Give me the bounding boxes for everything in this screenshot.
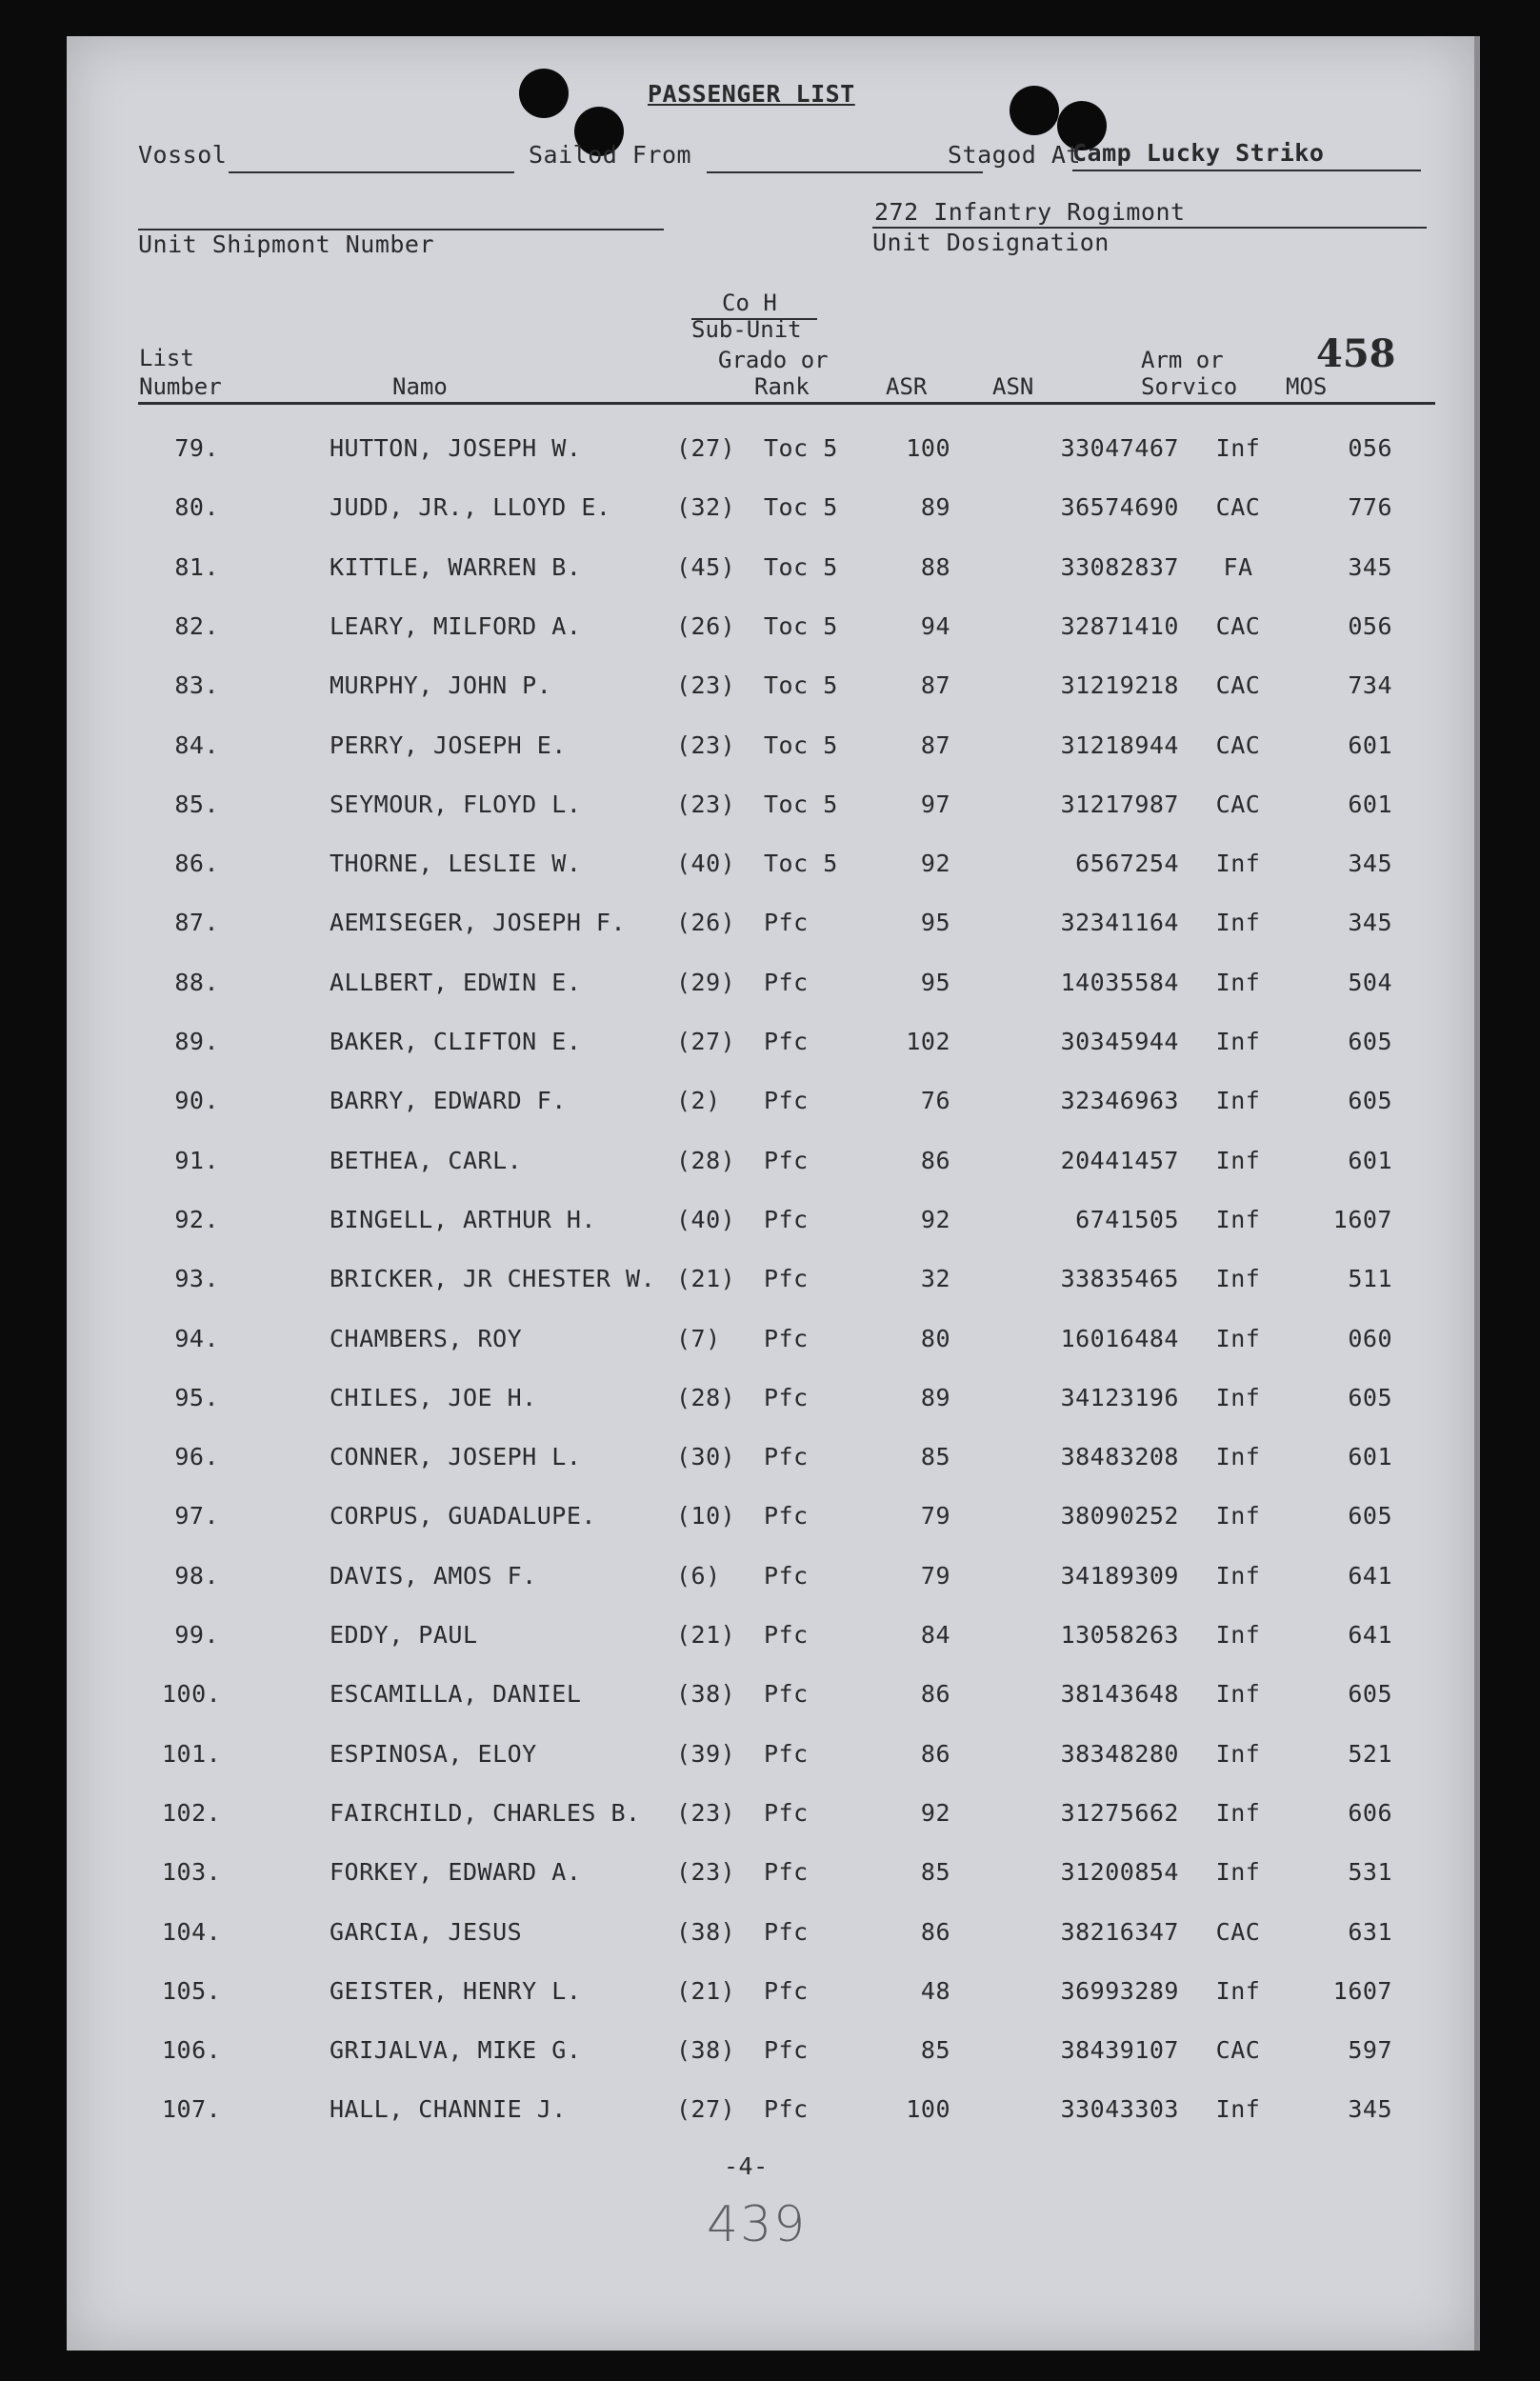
table-row	[67, 850, 1474, 888]
serial-number: 32341164	[1060, 909, 1179, 937]
passenger-name: ESPINOSA, ELOY	[330, 1739, 537, 1768]
rank: Pfc	[764, 1443, 809, 1471]
grade-code: (21)	[676, 1976, 736, 2005]
list-number: 98.	[174, 1561, 219, 1590]
asr-score: 48	[920, 1976, 950, 2005]
grade-code: (38)	[676, 2036, 736, 2065]
serial-number: 31218944	[1060, 730, 1179, 759]
mos-code: 605	[1348, 1502, 1392, 1531]
serial-number: 6567254	[1075, 850, 1179, 878]
grade-code: (45)	[676, 552, 736, 581]
rank: Pfc	[764, 1917, 809, 1946]
sailed-from-field-line	[707, 171, 983, 173]
grade-code: (38)	[676, 1680, 736, 1709]
grade-code: (2)	[676, 1087, 721, 1115]
arm-of-service: Inf	[1215, 1443, 1261, 1471]
asr-score: 86	[920, 1917, 950, 1946]
rank: Pfc	[764, 2036, 809, 2065]
vessel-field-line	[229, 171, 514, 173]
rank: Toc 5	[764, 434, 838, 462]
table-row	[67, 671, 1474, 710]
serial-number: 33043303	[1060, 2095, 1179, 2124]
arm-of-service: Inf	[1215, 968, 1261, 996]
rank: Pfc	[764, 1798, 809, 1827]
rank: Pfc	[764, 1324, 809, 1352]
list-number: 102.	[162, 1798, 222, 1827]
table-row	[67, 1265, 1474, 1303]
list-number: 82.	[174, 611, 219, 640]
grade-code: (6)	[676, 1561, 721, 1590]
staged-at-value: Camp Lucky Striko	[1072, 139, 1325, 167]
unit-designation-value: 272 Infantry Rogimont	[874, 198, 1186, 226]
mos-code: 601	[1348, 790, 1392, 818]
list-number: 80.	[174, 493, 219, 522]
mos-code: 511	[1348, 1265, 1392, 1293]
asr-score: 92	[920, 850, 950, 878]
grade-code: (27)	[676, 1028, 736, 1055]
mos-code: 1607	[1332, 1205, 1392, 1233]
passenger-name: SEYMOUR, FLOYD L.	[330, 790, 582, 818]
arm-of-service: Inf	[1215, 1858, 1261, 1887]
table-row	[67, 2095, 1474, 2133]
staged-at-label: Stagod At	[948, 141, 1081, 169]
rank: Pfc	[764, 1087, 809, 1115]
header-rule	[138, 402, 1435, 405]
mos-code: 345	[1348, 850, 1392, 878]
list-number-header-1: List	[139, 345, 194, 371]
list-number: 93.	[174, 1265, 219, 1293]
arm-of-service: Inf	[1215, 1028, 1261, 1055]
table-row	[67, 1325, 1474, 1363]
grade-code: (27)	[676, 434, 736, 462]
table-row	[67, 1740, 1474, 1778]
grade-code: (23)	[676, 790, 736, 818]
mos-code: 605	[1348, 1087, 1392, 1115]
grade-code: (40)	[676, 850, 736, 878]
grade-code: (28)	[676, 1146, 736, 1174]
rank: Pfc	[764, 1621, 809, 1649]
arm-of-service: Inf	[1215, 1205, 1261, 1233]
arm-of-service: Inf	[1215, 1087, 1261, 1115]
pencil-page-number: 439	[707, 2196, 808, 2253]
rank: Pfc	[764, 1028, 809, 1055]
serial-number: 38483208	[1060, 1443, 1179, 1471]
passenger-name: CHAMBERS, ROY	[330, 1324, 523, 1352]
arm-of-service: Inf	[1215, 1739, 1261, 1768]
rank: Pfc	[764, 1976, 809, 2005]
serial-number: 36993289	[1060, 1976, 1179, 2005]
table-row	[67, 1443, 1474, 1481]
list-number: 84.	[174, 730, 219, 759]
passenger-name: PERRY, JOSEPH E.	[330, 730, 567, 759]
serial-number: 32871410	[1060, 611, 1179, 640]
table-row	[67, 612, 1474, 650]
list-number: 107.	[162, 2095, 222, 2124]
rank: Toc 5	[764, 552, 838, 581]
mos-code: 641	[1348, 1561, 1392, 1590]
arm-of-service: Inf	[1215, 1798, 1261, 1827]
list-number: 100.	[162, 1680, 222, 1709]
serial-number: 38348280	[1060, 1739, 1179, 1768]
asr-score: 80	[920, 1324, 950, 1352]
serial-number: 31219218	[1060, 671, 1179, 700]
rank: Toc 5	[764, 493, 838, 522]
asr-score: 94	[920, 611, 950, 640]
asr-score: 89	[920, 1383, 950, 1411]
table-row	[67, 1206, 1474, 1244]
grade-header-2: Rank	[754, 373, 810, 400]
mos-code: 1607	[1332, 1976, 1392, 2005]
passenger-name: LEARY, MILFORD A.	[330, 611, 582, 640]
table-row	[67, 731, 1474, 770]
asr-score: 100	[906, 434, 950, 462]
list-number: 95.	[174, 1383, 219, 1411]
passenger-name: BRICKER, JR CHESTER W.	[330, 1265, 656, 1293]
grade-code: (26)	[676, 909, 736, 937]
list-number: 88.	[174, 968, 219, 996]
passenger-name: AEMISEGER, JOSEPH F.	[330, 909, 627, 937]
serial-number: 32346963	[1060, 1087, 1179, 1115]
passenger-name: CHILES, JOE H.	[330, 1383, 537, 1411]
mos-code: 597	[1348, 2036, 1392, 2065]
sub-unit-value: Co H	[722, 290, 777, 316]
table-row	[67, 1680, 1474, 1718]
asr-score: 87	[920, 671, 950, 700]
rank: Toc 5	[764, 671, 838, 700]
asr-header: ASR	[886, 373, 928, 400]
serial-number: 38439107	[1060, 2036, 1179, 2065]
table-row	[67, 1502, 1474, 1540]
mos-code: 605	[1348, 1028, 1392, 1055]
list-number: 91.	[174, 1146, 219, 1174]
mos-code: 521	[1348, 1739, 1392, 1768]
serial-number: 31200854	[1060, 1858, 1179, 1887]
grade-header-1: Grado or	[718, 347, 829, 373]
asr-score: 100	[906, 2095, 950, 2124]
grade-code: (26)	[676, 611, 736, 640]
asr-score: 86	[920, 1680, 950, 1709]
passenger-name: GEISTER, HENRY L.	[330, 1976, 582, 2005]
list-number: 81.	[174, 552, 219, 581]
passenger-name: BAKER, CLIFTON E.	[330, 1028, 582, 1055]
rank: Pfc	[764, 1383, 809, 1411]
list-number: 87.	[174, 909, 219, 937]
grade-code: (23)	[676, 730, 736, 759]
asr-score: 85	[920, 1443, 950, 1471]
list-number: 106.	[162, 2036, 222, 2065]
sub-unit-header: Sub-Unit	[691, 316, 802, 343]
grade-code: (23)	[676, 1858, 736, 1887]
asr-score: 95	[920, 968, 950, 996]
grade-code: (32)	[676, 493, 736, 522]
arm-of-service: CAC	[1215, 790, 1261, 818]
asr-score: 79	[920, 1502, 950, 1531]
list-number: 104.	[162, 1917, 222, 1946]
asr-score: 79	[920, 1561, 950, 1590]
table-row	[67, 1799, 1474, 1837]
mos-code: 345	[1348, 909, 1392, 937]
arm-of-service: CAC	[1215, 1917, 1261, 1946]
arm-of-service: Inf	[1215, 1146, 1261, 1174]
mos-code: 056	[1348, 611, 1392, 640]
rank: Pfc	[764, 1858, 809, 1887]
mos-code: 601	[1348, 1443, 1392, 1471]
arm-of-service: CAC	[1215, 611, 1261, 640]
grade-code: (23)	[676, 671, 736, 700]
serial-number: 20441457	[1060, 1146, 1179, 1174]
serial-number: 14035584	[1060, 968, 1179, 996]
asr-score: 97	[920, 790, 950, 818]
asr-score: 92	[920, 1205, 950, 1233]
punch-hole	[519, 69, 569, 118]
table-row	[67, 1147, 1474, 1185]
rank: Toc 5	[764, 730, 838, 759]
list-number: 99.	[174, 1621, 219, 1649]
serial-number: 34123196	[1060, 1383, 1179, 1411]
name-header: Namo	[392, 373, 448, 400]
serial-number: 33047467	[1060, 434, 1179, 462]
asr-score: 86	[920, 1146, 950, 1174]
arm-of-service: Inf	[1215, 434, 1261, 462]
mos-code: 605	[1348, 1680, 1392, 1709]
table-row	[67, 1028, 1474, 1066]
serial-number: 30345944	[1060, 1028, 1179, 1055]
grade-code: (38)	[676, 1917, 736, 1946]
rank: Pfc	[764, 1146, 809, 1174]
list-number-header-2: Number	[139, 373, 222, 400]
list-number: 86.	[174, 850, 219, 878]
grade-code: (27)	[676, 2095, 736, 2124]
passenger-name: FORKEY, EDWARD A.	[330, 1858, 582, 1887]
mos-code: 345	[1348, 552, 1392, 581]
arm-of-service: Inf	[1215, 850, 1261, 878]
arm-of-service: Inf	[1215, 1976, 1261, 2005]
page-title: PASSENGER LIST	[648, 80, 855, 108]
arm-of-service: Inf	[1215, 2095, 1261, 2124]
passenger-name: BARRY, EDWARD F.	[330, 1087, 567, 1115]
serial-number: 33835465	[1060, 1265, 1179, 1293]
arm-service-header-1: Arm or	[1141, 347, 1224, 373]
mos-code: 060	[1348, 1324, 1392, 1352]
mos-code: 531	[1348, 1858, 1392, 1887]
unit-shipment-label: Unit Shipmont Number	[138, 230, 435, 258]
passenger-name: KITTLE, WARREN B.	[330, 552, 582, 581]
arm-of-service: Inf	[1215, 1621, 1261, 1649]
passenger-name: GRIJALVA, MIKE G.	[330, 2036, 582, 2065]
list-number: 105.	[162, 1976, 222, 2005]
asr-score: 85	[920, 1858, 950, 1887]
mos-code: 605	[1348, 1383, 1392, 1411]
staged-at-field-line	[1072, 170, 1421, 171]
arm-of-service: CAC	[1215, 493, 1261, 522]
mos-code: 504	[1348, 968, 1392, 996]
rank: Toc 5	[764, 611, 838, 640]
passenger-name: GARCIA, JESUS	[330, 1917, 523, 1946]
passenger-name: CONNER, JOSEPH L.	[330, 1443, 582, 1471]
grade-code: (7)	[676, 1324, 721, 1352]
rank: Toc 5	[764, 790, 838, 818]
table-row	[67, 493, 1474, 531]
grade-code: (40)	[676, 1205, 736, 1233]
mos-code: 601	[1348, 1146, 1392, 1174]
asn-header: ASN	[992, 373, 1034, 400]
asr-score: 76	[920, 1087, 950, 1115]
list-number: 89.	[174, 1028, 219, 1055]
arm-of-service: Inf	[1215, 909, 1261, 937]
asr-score: 86	[920, 1739, 950, 1768]
list-number: 90.	[174, 1087, 219, 1115]
asr-score: 92	[920, 1798, 950, 1827]
passenger-name: HUTTON, JOSEPH W.	[330, 434, 582, 462]
mos-code: 056	[1348, 434, 1392, 462]
list-number: 79.	[174, 434, 219, 462]
passenger-name: DAVIS, AMOS F.	[330, 1561, 537, 1590]
punch-hole	[1010, 86, 1059, 135]
arm-of-service: Inf	[1215, 1324, 1261, 1352]
table-row	[67, 1087, 1474, 1125]
list-number: 101.	[162, 1739, 222, 1768]
mos-code: 345	[1348, 2095, 1392, 2124]
list-number: 85.	[174, 790, 219, 818]
serial-number: 33082837	[1060, 552, 1179, 581]
asr-score: 85	[920, 2036, 950, 2065]
list-number: 83.	[174, 671, 219, 700]
serial-number: 31275662	[1060, 1798, 1179, 1827]
passenger-name: BINGELL, ARTHUR H.	[330, 1205, 596, 1233]
asr-score: 88	[920, 552, 950, 581]
grade-code: (21)	[676, 1265, 736, 1293]
rank: Pfc	[764, 1502, 809, 1531]
mos-code: 631	[1348, 1917, 1392, 1946]
table-row	[67, 434, 1474, 472]
serial-number: 38090252	[1060, 1502, 1179, 1531]
rank: Pfc	[764, 1205, 809, 1233]
table-row	[67, 1977, 1474, 2015]
paper-edge	[1474, 36, 1480, 2351]
list-number: 96.	[174, 1443, 219, 1471]
rank: Pfc	[764, 1739, 809, 1768]
table-row	[67, 1562, 1474, 1600]
grade-code: (10)	[676, 1502, 736, 1531]
vessel-label: Vossol	[138, 141, 228, 169]
grade-code: (23)	[676, 1798, 736, 1827]
serial-number: 38216347	[1060, 1917, 1179, 1946]
passenger-name: ALLBERT, EDWIN E.	[330, 968, 582, 996]
passenger-name: HALL, CHANNIE J.	[330, 2095, 567, 2124]
mos-code: 641	[1348, 1621, 1392, 1649]
arm-of-service: Inf	[1215, 1561, 1261, 1590]
rank: Pfc	[764, 1561, 809, 1590]
mos-code: 601	[1348, 730, 1392, 759]
serial-number: 6741505	[1075, 1205, 1179, 1233]
serial-number: 31217987	[1060, 790, 1179, 818]
arm-of-service: CAC	[1215, 2036, 1261, 2065]
table-row	[67, 790, 1474, 829]
list-number: 92.	[174, 1205, 219, 1233]
table-row	[67, 909, 1474, 947]
arm-of-service: CAC	[1215, 671, 1261, 700]
asr-score: 102	[906, 1028, 950, 1055]
grade-code: (39)	[676, 1739, 736, 1768]
rank: Pfc	[764, 909, 809, 937]
arm-of-service: Inf	[1215, 1502, 1261, 1531]
unit-designation-label: Unit Dosignation	[872, 229, 1110, 256]
rank: Pfc	[764, 2095, 809, 2124]
table-row	[67, 2036, 1474, 2074]
grade-code: (21)	[676, 1621, 736, 1649]
grade-code: (30)	[676, 1443, 736, 1471]
asr-score: 87	[920, 730, 950, 759]
page-number: -4-	[724, 2152, 769, 2180]
serial-number: 34189309	[1060, 1561, 1179, 1590]
mos-code: 776	[1348, 493, 1392, 522]
serial-number: 36574690	[1060, 493, 1179, 522]
list-number: 103.	[162, 1858, 222, 1887]
arm-service-header-2: Sorvico	[1141, 373, 1238, 400]
serial-number: 16016484	[1060, 1324, 1179, 1352]
table-row	[67, 1621, 1474, 1659]
rank: Pfc	[764, 1265, 809, 1293]
arm-of-service: Inf	[1215, 1265, 1261, 1293]
rank: Pfc	[764, 1680, 809, 1709]
grade-code: (29)	[676, 968, 736, 996]
passenger-name: THORNE, LESLIE W.	[330, 850, 582, 878]
passenger-name: BETHEA, CARL.	[330, 1146, 523, 1174]
table-row	[67, 1858, 1474, 1896]
passenger-name: JUDD, JR., LLOYD E.	[330, 493, 611, 522]
rank: Toc 5	[764, 850, 838, 878]
passenger-name: CORPUS, GUADALUPE.	[330, 1502, 596, 1531]
mos-code: 734	[1348, 671, 1392, 700]
list-number: 94.	[174, 1324, 219, 1352]
grade-code: (28)	[676, 1383, 736, 1411]
asr-score: 89	[920, 493, 950, 522]
arm-of-service: Inf	[1215, 1680, 1261, 1709]
mos-header: MOS	[1286, 373, 1328, 400]
table-row	[67, 553, 1474, 591]
table-row	[67, 1918, 1474, 1956]
rank: Pfc	[764, 968, 809, 996]
arm-of-service: CAC	[1215, 730, 1261, 759]
page-stamp-number: 458	[1316, 331, 1396, 376]
document-page	[67, 36, 1474, 2351]
asr-score: 32	[920, 1265, 950, 1293]
passenger-name: MURPHY, JOHN P.	[330, 671, 552, 700]
serial-number: 38143648	[1060, 1680, 1179, 1709]
table-row	[67, 1384, 1474, 1422]
arm-of-service: FA	[1223, 552, 1253, 581]
mos-code: 606	[1348, 1798, 1392, 1827]
asr-score: 95	[920, 909, 950, 937]
serial-number: 13058263	[1060, 1621, 1179, 1649]
passenger-name: EDDY, PAUL	[330, 1621, 478, 1649]
passenger-name: ESCAMILLA, DANIEL	[330, 1680, 582, 1709]
sailed-from-label: Sailod From	[529, 141, 692, 169]
arm-of-service: Inf	[1215, 1383, 1261, 1411]
asr-score: 84	[920, 1621, 950, 1649]
list-number: 97.	[174, 1502, 219, 1531]
table-row	[67, 969, 1474, 1007]
passenger-name: FAIRCHILD, CHARLES B.	[330, 1798, 641, 1827]
